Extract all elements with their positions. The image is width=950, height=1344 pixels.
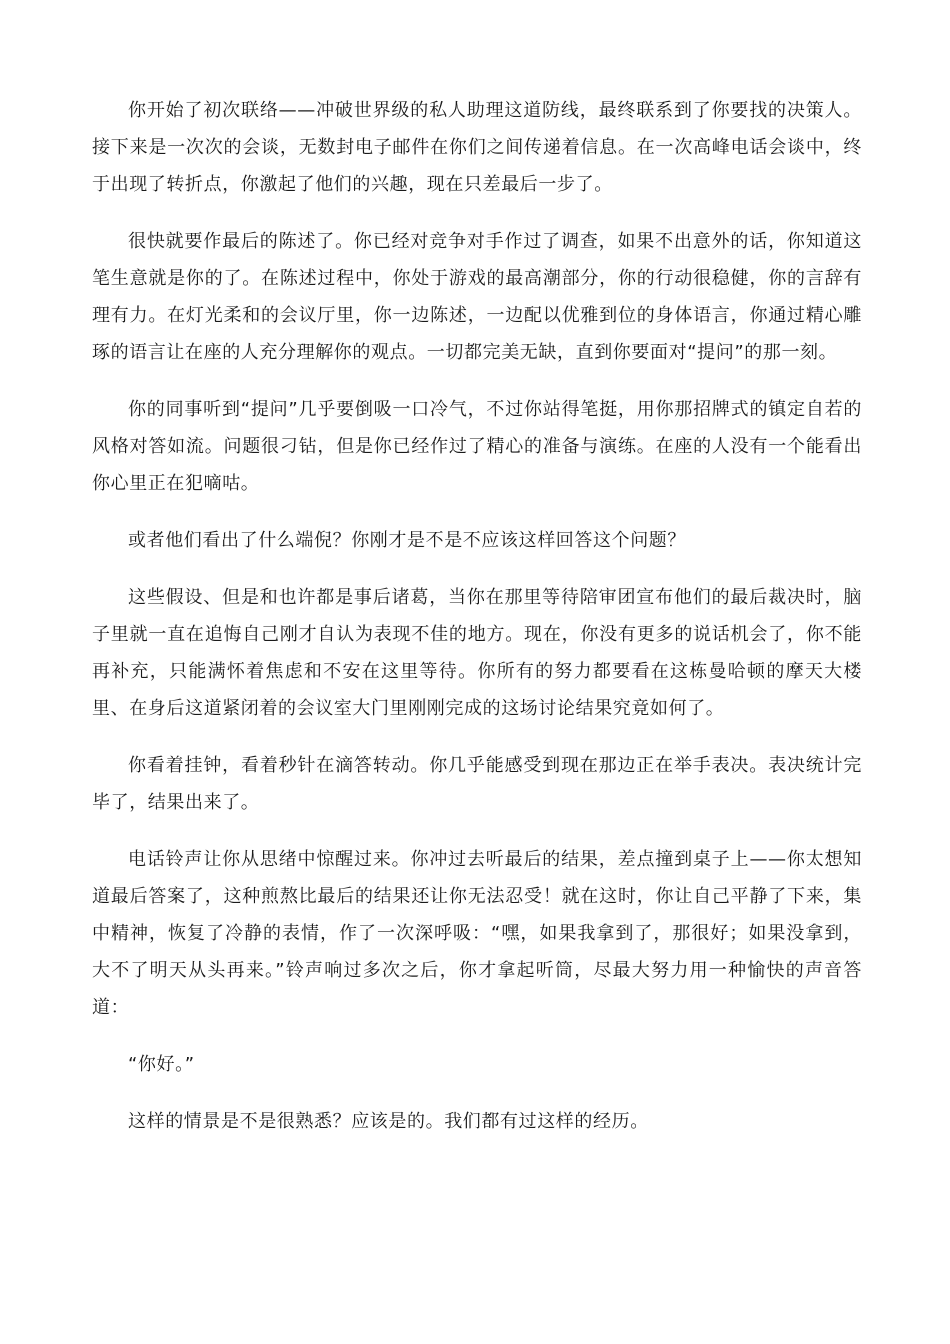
paragraph-6: 你看着挂钟，看着秒针在滴答转动。你几乎能感受到现在那边正在举手表决。表决统计完毕了，结果出来了。 <box>92 755 862 813</box>
paragraph-5: 这些假设、但是和也许都是事后诸葛，当你在那里等待陪审团宣布他们的最后裁决时，脑子里就一直在追悔自己刚才自认为表现不佳的地方。现在，你没有更多的说话机会了，你不能再补充，只能满怀着焦虑和不安在这里等待。你所有的努力都要看在这栋曼哈顿的摩天大楼里、在身后这道紧闭着的会议室大门里刚刚完成的这场讨论结果究竟如何了。 <box>92 587 862 719</box>
document-body <box>92 92 862 1160</box>
paragraph-8: “你好。” <box>128 1054 195 1075</box>
paragraph-1: 你开始了初次联络——冲破世界级的私人助理这道防线，最终联系到了你要找的决策人。接下来是一次次的会谈，无数封电子邮件在你们之间传递着信息。在一次高峰电话会谈中，终于出现了转折点，你激起了他们的兴趣，现在只差最后一步了。 <box>92 100 862 195</box>
paragraph-3: 你的同事听到“提问”几乎要倒吸一口冷气，不过你站得笔挺，用你那招牌式的镇定自若的风格对答如流。问题很刁钻，但是你已经作过了精心的准备与演练。在座的人没有一个能看出你心里正在犯嘀咕。 <box>92 399 862 494</box>
paragraph-7: 电话铃声让你从思绪中惊醒过来。你冲过去听最后的结果，差点撞到桌子上——你太想知道最后答案了，这种煎熬比最后的结果还让你无法忍受！就在这时，你让自己平静了下来，集中精神，恢复了冷静的表情，作了一次深呼吸：“嘿，如果我拿到了，那很好；如果没拿到，大不了明天从头再来。”铃声响过多次之后，你才拿起听筒，尽最大努力用一种愉快的声音答道： <box>92 849 862 1018</box>
paragraph-9: 这样的情景是不是很熟悉？应该是的。我们都有过这样的经历。 <box>128 1111 649 1132</box>
paragraph-4: 或者他们看出了什么端倪？你刚才是不是不应该这样回答这个问题？ <box>128 530 686 551</box>
paragraph-2: 很快就要作最后的陈述了。你已经对竞争对手作过了调查，如果不出意外的话，你知道这笔生意就是你的了。在陈述过程中，你处于游戏的最高潮部分，你的行动很稳健，你的言辞有理有力。在灯光柔和的会议厅里，你一边陈述，一边配以优雅到位的身体语言，你通过精心雕琢的语言让在座的人充分理解你的观点。一切都完美无缺，直到你要面对“提问”的那一刻。 <box>92 231 862 363</box>
